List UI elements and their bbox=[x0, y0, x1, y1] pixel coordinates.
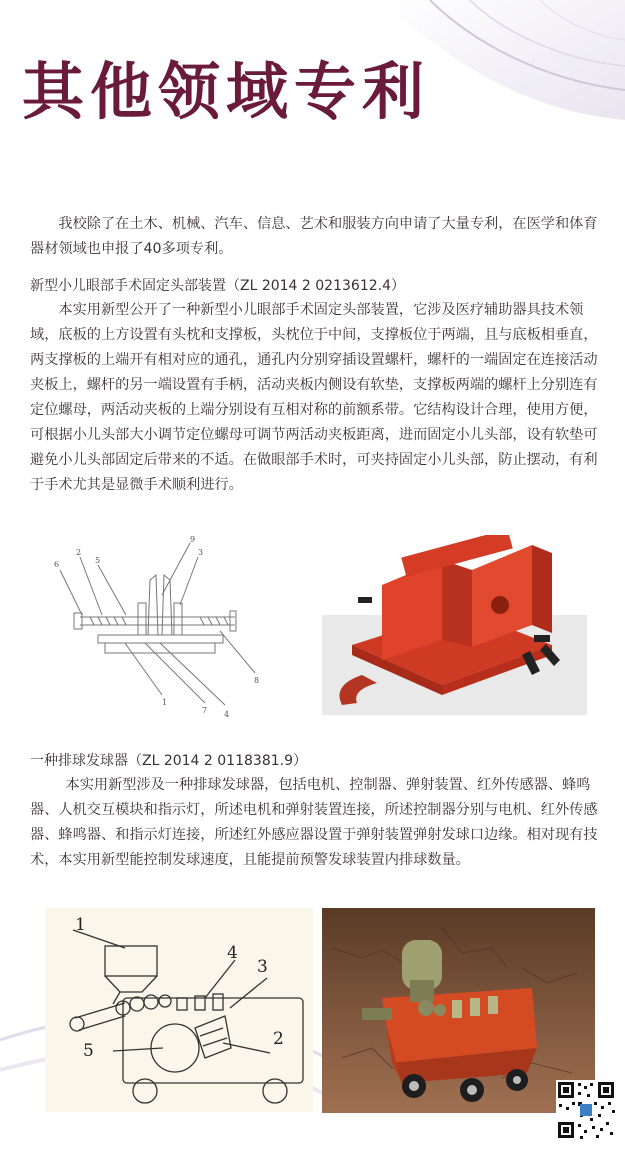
volleyball-server-render bbox=[322, 908, 595, 1113]
patent-1-body bbox=[30, 298, 604, 498]
patent-1-text: 本实用新型公开了一种新型小儿眼部手术固定头部装置，它涉及医疗辅助器具技术领域，底板的上方设置有头枕和支撑板，头枕位于中间，支撑板位于两端，且与底板相垂直，两支撑板的上端开有相对应的通孔，通孔内分别穿插设置螺杆，螺杆的一端固定在连接活动夹板上，螺杆的另一端设置有手柄，活动夹板内侧设有软垫，支撑板两端的螺杆上分别连有定位螺母，两活动夹板的上端分别设有互相对称的前额系带。它结构设计合理，使用方便，可根据小儿头部大小调节定位螺母可调节两活动夹板距离，进而固定小儿头部，设有软垫可避免小儿头部固定后带来的不适。在做眼部手术时，可夹持固定小儿头部，防止摆动，有利于手术尤其是显微手术顺利进行。 bbox=[30, 302, 598, 493]
diagram-label: 1 bbox=[162, 698, 168, 707]
diagram-label: 3 bbox=[198, 548, 204, 557]
page-title: 其他领域专利 bbox=[22, 55, 431, 128]
diagram-label: 4 bbox=[227, 943, 238, 963]
diagram-label: 9 bbox=[190, 535, 196, 544]
patent-2-heading: 一种排球发球器（ZL 2014 2 0118381.9） bbox=[30, 753, 307, 769]
patent-1-heading: 新型小儿眼部手术固定头部装置（ZL 2014 2 0213612.4） bbox=[30, 278, 405, 294]
volleyball-server-diagram bbox=[45, 908, 313, 1112]
diagram-label: 8 bbox=[254, 676, 260, 685]
diagram-label: 1 bbox=[75, 915, 86, 935]
qr-code bbox=[556, 1080, 616, 1140]
head-immobilizer-photo bbox=[322, 535, 587, 715]
diagram-label: 3 bbox=[257, 957, 268, 977]
diagram-label: 6 bbox=[54, 560, 60, 569]
diagram-label: 7 bbox=[202, 706, 208, 715]
diagram-label: 5 bbox=[95, 556, 101, 565]
head-fixation-diagram bbox=[50, 535, 280, 725]
patent-2-text: 本实用新型涉及一种排球发球器，包括电机、控制器、弹射装置、红外传感器、蜂鸣器、人机交互模块和指示灯，所述电机和弹射装置连接，所述控制器分别与电机、红外传感器、蜂鸣器、和指示灯连接，所述红外感应器设置于弹射装置弹射发球口边缘。相对现有技术，本实用新型能控制发球速度，且能提前预警发球装置内排球数量。 bbox=[30, 777, 598, 868]
intro-text: 我校除了在土木、机械、汽车、信息、艺术和服装方向申请了大量专利，在医学和体育器材领域也申报了40多项专利。 bbox=[30, 216, 598, 257]
diagram-label: 5 bbox=[83, 1041, 94, 1061]
diagram-label: 2 bbox=[273, 1029, 284, 1049]
intro-paragraph bbox=[30, 212, 604, 262]
patent-2-body bbox=[30, 773, 604, 873]
diagram-label: 2 bbox=[76, 548, 82, 557]
diagram-label: 4 bbox=[224, 710, 230, 719]
